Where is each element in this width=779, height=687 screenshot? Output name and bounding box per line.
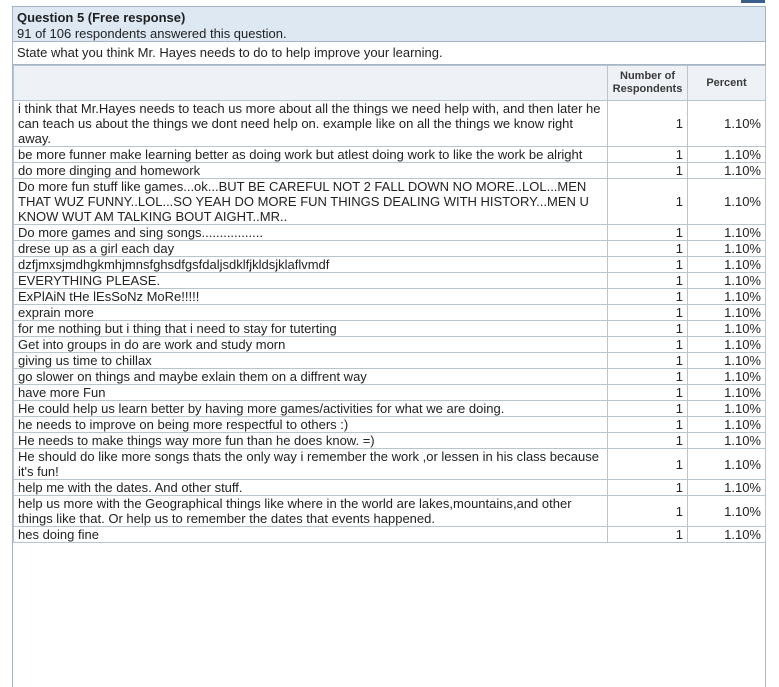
table-row — [14, 385, 766, 401]
response-percent: 1.10% — [688, 417, 766, 433]
table-row — [14, 289, 766, 305]
table-row — [14, 369, 766, 385]
table-row — [14, 496, 766, 527]
response-text: EVERYTHING PLEASE. — [14, 273, 608, 289]
response-text: drese up as a girl each day — [14, 241, 608, 257]
column-header-count: Number of Respondents — [608, 66, 688, 101]
response-percent: 1.10% — [688, 101, 766, 147]
respondent-count: 1 — [608, 257, 688, 273]
respondent-count: 1 — [608, 321, 688, 337]
respondent-count: 1 — [608, 337, 688, 353]
respondent-count: 1 — [608, 417, 688, 433]
table-row — [14, 480, 766, 496]
response-text: Get into groups in do are work and study morn — [14, 337, 608, 353]
respondent-count: 1 — [608, 241, 688, 257]
response-percent: 1.10% — [688, 321, 766, 337]
respondent-count: 1 — [608, 480, 688, 496]
response-text: giving us time to chillax — [14, 353, 608, 369]
question-title: Question 5 (Free response) — [17, 10, 186, 25]
response-percent: 1.10% — [688, 147, 766, 163]
respondent-count: 1 — [608, 353, 688, 369]
respondent-count: 1 — [608, 496, 688, 527]
top-accent-bar — [741, 0, 765, 3]
table-row — [14, 433, 766, 449]
respondent-count: 1 — [608, 385, 688, 401]
responses-table — [13, 65, 766, 543]
response-text: go slower on things and maybe exlain them on a diffrent way — [14, 369, 608, 385]
table-row — [14, 257, 766, 273]
response-percent: 1.10% — [688, 496, 766, 527]
response-text: for me nothing but i thing that i need to stay for tuterting — [14, 321, 608, 337]
response-percent: 1.10% — [688, 353, 766, 369]
response-text: have more Fun — [14, 385, 608, 401]
respondent-count: 1 — [608, 449, 688, 480]
response-percent: 1.10% — [688, 480, 766, 496]
respondent-count: 1 — [608, 179, 688, 225]
response-percent: 1.10% — [688, 527, 766, 543]
response-text: be more funner make learning better as doing work but atlest doing work to like the work be alright — [14, 147, 608, 163]
response-percent: 1.10% — [688, 449, 766, 480]
table-row — [14, 417, 766, 433]
respondent-count: 1 — [608, 225, 688, 241]
table-row — [14, 273, 766, 289]
table-row — [14, 353, 766, 369]
response-text: Do more games and sing songs................. — [14, 225, 608, 241]
responses-body — [14, 101, 766, 543]
table-row — [14, 321, 766, 337]
respondent-count: 1 — [608, 305, 688, 321]
question-prompt: State what you think Mr. Hayes needs to do to help improve your learning. — [13, 42, 765, 65]
column-header-percent: Percent — [688, 66, 766, 101]
question-header — [13, 6, 765, 42]
response-percent: 1.10% — [688, 241, 766, 257]
respondent-count: 1 — [608, 369, 688, 385]
response-text: He needs to make things way more fun than he does know. =) — [14, 433, 608, 449]
table-header-row — [14, 66, 766, 101]
response-text: hes doing fine — [14, 527, 608, 543]
response-percent: 1.10% — [688, 257, 766, 273]
response-percent: 1.10% — [688, 369, 766, 385]
response-text: He should do like more songs thats the only way i remember the work ,or lessen in his class because it's fun! — [14, 449, 608, 480]
response-percent: 1.10% — [688, 163, 766, 179]
respondents-summary: 91 of 106 respondents answered this question. — [17, 26, 287, 41]
table-row — [14, 101, 766, 147]
response-text: dzfjmxsjmdhgkmhjmnsfghsdfgsfdaljsdklfjkldsjklaflvmdf — [14, 257, 608, 273]
table-row — [14, 305, 766, 321]
response-percent: 1.10% — [688, 289, 766, 305]
response-text: Do more fun stuff like games...ok...BUT BE CAREFUL NOT 2 FALL DOWN NO MORE..LOL...MEN THAT WUZ FUNNY..LOL...SO YEAH DO MORE FUN THINGS DEALING WITH HISTORY...MEN U KNOW WUT AM TALKING BOUT AIGHT..MR.. — [14, 179, 608, 225]
response-percent: 1.10% — [688, 225, 766, 241]
column-header-response — [14, 66, 608, 101]
table-row — [14, 163, 766, 179]
response-text: He could help us learn better by having more games/activities for what we are doing. — [14, 401, 608, 417]
response-percent: 1.10% — [688, 273, 766, 289]
table-row — [14, 337, 766, 353]
respondent-count: 1 — [608, 527, 688, 543]
respondent-count: 1 — [608, 289, 688, 305]
respondent-count: 1 — [608, 401, 688, 417]
table-row — [14, 179, 766, 225]
respondent-count: 1 — [608, 433, 688, 449]
table-row — [14, 449, 766, 480]
table-row — [14, 527, 766, 543]
response-percent: 1.10% — [688, 385, 766, 401]
response-text: he needs to improve on being more respectful to others :) — [14, 417, 608, 433]
table-row — [14, 147, 766, 163]
response-text: exprain more — [14, 305, 608, 321]
response-percent: 1.10% — [688, 433, 766, 449]
response-text: i think that Mr.Hayes needs to teach us more about all the things we need help with, and then later he can teach us about the things we dont need help on. example like on all the things we know right away. — [14, 101, 608, 147]
respondent-count: 1 — [608, 163, 688, 179]
respondent-count: 1 — [608, 147, 688, 163]
response-text: do more dinging and homework — [14, 163, 608, 179]
table-row — [14, 241, 766, 257]
response-percent: 1.10% — [688, 179, 766, 225]
response-percent: 1.10% — [688, 401, 766, 417]
respondent-count: 1 — [608, 101, 688, 147]
response-text: ExPlAiN tHe lEsSoNz MoRe!!!!! — [14, 289, 608, 305]
response-text: help us more with the Geographical things like where in the world are lakes,mountains,and other things like that. Or help us to remember the dates that events happened. — [14, 496, 608, 527]
response-text: help me with the dates. And other stuff. — [14, 480, 608, 496]
response-percent: 1.10% — [688, 337, 766, 353]
table-row — [14, 225, 766, 241]
table-row — [14, 401, 766, 417]
respondent-count: 1 — [608, 273, 688, 289]
response-percent: 1.10% — [688, 305, 766, 321]
question-panel — [12, 6, 766, 687]
